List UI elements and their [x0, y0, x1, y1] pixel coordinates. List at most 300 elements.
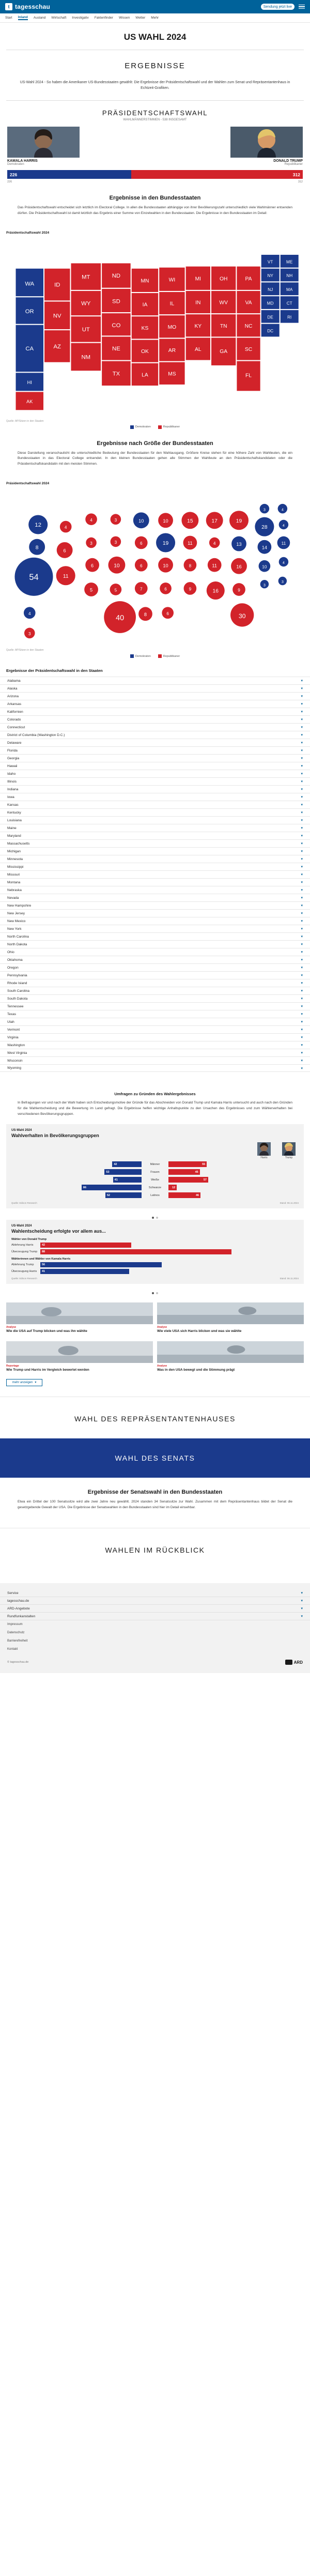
- senate-heading: WAHL DES SENATS: [115, 1453, 195, 1462]
- chevron-down-icon: ▾: [301, 935, 303, 939]
- brand[interactable]: [5, 3, 50, 10]
- accordion-item[interactable]: [0, 677, 310, 684]
- chevron-down-icon: ▾: [301, 958, 303, 962]
- chevron-down-icon: ▾: [301, 865, 303, 869]
- chevron-down-icon: ▾: [301, 718, 303, 722]
- footer-accordion-item[interactable]: [0, 1605, 310, 1613]
- accordion-item[interactable]: [0, 1033, 310, 1041]
- svg-text:MD: MD: [267, 301, 274, 306]
- nav-item-wirtschaft[interactable]: Wirtschaft: [51, 16, 67, 20]
- candidate-harris: [7, 127, 80, 166]
- accordion-item-label: New Hampshire: [7, 903, 32, 908]
- footer-item-label: Service: [7, 1591, 19, 1595]
- chevron-down-icon: ▾: [301, 904, 303, 908]
- footer-accordion-item[interactable]: [0, 1613, 310, 1620]
- accordion-item-label: New Mexico: [7, 919, 26, 923]
- us-map-choropleth[interactable]: [0, 237, 310, 418]
- map1-source: Quelle: AP/Sitzen in den Staaten: [6, 419, 44, 423]
- accordion-item[interactable]: [0, 777, 310, 785]
- svg-text:14: 14: [261, 544, 268, 550]
- accordion-item-label: Colorado: [7, 717, 21, 722]
- svg-text:11: 11: [281, 541, 286, 546]
- svg-text:30: 30: [238, 612, 246, 620]
- senate-states-text: Etwa ein Drittel der 100 Senatssitze wird alle zwei Jahre neu gewählt. 2024 standen 34 Senatssitze zur Wahl. Zusammen mit dem Repräsentantenhaus bildet der Senat die gesetzgebende Gewalt der USA. Die Ergebnisse der Senatswahlen in den Bundesstaaten sind hier im Detail einsehbar.: [18, 1499, 292, 1509]
- accordion-item[interactable]: [0, 1041, 310, 1049]
- svg-text:KS: KS: [141, 325, 149, 331]
- accordion-item-label: South Dakota: [7, 996, 28, 1001]
- svg-text:ND: ND: [112, 273, 121, 280]
- card2-source: Quelle: Edison Research: [11, 1277, 37, 1280]
- accordion-item[interactable]: [0, 824, 310, 832]
- accordion-item[interactable]: [0, 746, 310, 754]
- accordion-item[interactable]: [0, 1025, 310, 1033]
- accordion-item[interactable]: [0, 816, 310, 824]
- chevron-down-icon: ▾: [301, 989, 303, 993]
- accordion-item[interactable]: [0, 886, 310, 894]
- bar-harris: 42: [11, 1161, 142, 1167]
- svg-text:AL: AL: [195, 346, 202, 352]
- accordion-item-label: Oregon: [7, 965, 19, 970]
- size-results-title: Ergebnisse nach Größe der Bundesstaaten: [97, 440, 213, 447]
- accordion-item-label: Georgia: [7, 756, 20, 760]
- chevron-down-icon: ▾: [301, 788, 303, 792]
- chevron-down-icon: ▾: [301, 803, 303, 807]
- us-map-svg: [6, 237, 304, 418]
- legend-democrat: Demokraten: [130, 425, 151, 429]
- card2-kicker: US-Wahl 2024: [11, 1224, 32, 1228]
- accordion-item[interactable]: [0, 801, 310, 808]
- teaser-2-text: Wie viele USA sich Harris blicken und was sie wählte: [157, 1329, 242, 1333]
- accordion-item[interactable]: [0, 692, 310, 700]
- footer-link[interactable]: Datenschutz: [7, 1631, 25, 1635]
- chevron-down-icon: ▾: [301, 1059, 303, 1063]
- map2-source: Quelle: AP/Sitzen in den Staaten: [6, 649, 44, 652]
- svg-text:AK: AK: [26, 398, 33, 404]
- chevron-down-icon: ▾: [301, 733, 303, 738]
- show-more-label: mehr anzeigen: [12, 1381, 33, 1384]
- chevron-down-icon: ▾: [301, 1591, 303, 1596]
- svg-text:4: 4: [90, 517, 92, 523]
- svg-text:19: 19: [236, 518, 242, 524]
- accordion-item[interactable]: [0, 1049, 310, 1056]
- chevron-down-icon: ▾: [301, 749, 303, 753]
- accordion-item[interactable]: [0, 832, 310, 839]
- accordion-item-label: Massachusetts: [7, 841, 30, 846]
- carousel-dots-2[interactable]: [0, 1289, 310, 1295]
- svg-text:AZ: AZ: [53, 343, 61, 350]
- house-heading: WAHL DES REPRÄSENTANTENHAUSES: [74, 1414, 236, 1423]
- svg-text:8: 8: [35, 544, 39, 550]
- card1-date: Stand: 06.11.2024: [280, 1202, 299, 1205]
- svg-text:28: 28: [261, 524, 268, 530]
- nav-item-faktenfinder[interactable]: Faktenfinder: [94, 16, 113, 20]
- accordion-item[interactable]: [0, 870, 310, 878]
- teaser-3[interactable]: [6, 1341, 153, 1373]
- dot2-1[interactable]: [152, 1292, 154, 1294]
- footer-copyright: © tagesschau.de: [7, 1661, 29, 1664]
- top-bar-right: [261, 4, 305, 10]
- legend2-republican: Republikaner: [158, 654, 180, 658]
- accordion-item[interactable]: [0, 793, 310, 801]
- nav-item-start[interactable]: Start: [5, 16, 12, 20]
- accordion-item[interactable]: [0, 1064, 310, 1072]
- bar-fill: 41: [40, 1269, 129, 1274]
- accordion-item[interactable]: [0, 1056, 310, 1064]
- footer-link[interactable]: Impressum: [7, 1623, 23, 1627]
- svg-text:6: 6: [63, 548, 66, 554]
- chevron-down-icon: ▾: [301, 857, 303, 862]
- accordion-item[interactable]: [0, 770, 310, 777]
- chevron-down-icon: ▾: [301, 695, 303, 699]
- chevron-down-icon: ▾: [301, 997, 303, 1001]
- bar-trump: 12: [168, 1185, 299, 1190]
- teaser-4[interactable]: [157, 1341, 304, 1373]
- card2-title: Wahlentscheidung erfolgte vor allem aus...: [11, 1229, 106, 1234]
- results-heading: ERGEBNISSE: [125, 62, 185, 70]
- chevron-down-icon: ▾: [301, 1028, 303, 1032]
- svg-text:NE: NE: [112, 345, 120, 352]
- teaser-1-text: Wie die USA auf Trump blicken und was ihn wählte: [6, 1329, 87, 1333]
- dot-2[interactable]: [156, 1217, 158, 1219]
- group-label: Latinos: [150, 1193, 160, 1197]
- chevron-down-icon: ▾: [301, 757, 303, 761]
- svg-text:IN: IN: [195, 300, 201, 306]
- accordion-item-label: Alabama: [7, 679, 21, 683]
- svg-text:GA: GA: [220, 349, 228, 355]
- accordion-item-label: Arkansas: [7, 702, 22, 706]
- accordion-item[interactable]: [0, 762, 310, 770]
- house-band: [0, 1397, 310, 1438]
- svg-text:NH: NH: [286, 273, 293, 278]
- accordion-item[interactable]: [0, 855, 310, 863]
- svg-text:UT: UT: [82, 326, 90, 333]
- nav-item-investigativ[interactable]: Investigativ: [72, 16, 89, 20]
- chevron-down-icon: ▾: [301, 795, 303, 800]
- svg-text:MI: MI: [195, 276, 202, 282]
- accordion-item[interactable]: [0, 901, 310, 909]
- accordion-item-label: Rhode Island: [7, 981, 27, 985]
- teaser-1-tag: Analyse: [6, 1326, 17, 1329]
- svg-text:OR: OR: [25, 308, 34, 315]
- accordion-item-label: West Virginia: [7, 1051, 27, 1055]
- accordion-item[interactable]: [0, 963, 310, 971]
- accordion-item[interactable]: [0, 708, 310, 715]
- svg-text:9: 9: [238, 588, 240, 593]
- accordion-item[interactable]: [0, 894, 310, 901]
- accordion-item[interactable]: [0, 723, 310, 731]
- bar-label: Ablehnung Harris: [11, 1244, 34, 1247]
- tagesschau-logo-icon: t: [5, 3, 12, 10]
- footer-accordion-item[interactable]: [0, 1597, 310, 1605]
- svg-text:MS: MS: [168, 371, 176, 377]
- chevron-down-icon: ▾: [301, 702, 303, 707]
- survey-card-motives[interactable]: [6, 1220, 304, 1284]
- accordion-item[interactable]: [0, 808, 310, 816]
- dot2-2[interactable]: [156, 1292, 158, 1294]
- svg-text:40: 40: [116, 614, 125, 622]
- survey-bar-row: [11, 1262, 299, 1267]
- nav-item-inland[interactable]: Inland: [18, 16, 28, 19]
- svg-text:OH: OH: [219, 276, 228, 282]
- accordion-item[interactable]: [0, 917, 310, 925]
- accordion-item-label: Kansas: [7, 803, 19, 807]
- svg-text:3: 3: [281, 579, 284, 584]
- teaser-row-1: [0, 1295, 310, 1334]
- card1-headshots: [11, 1142, 299, 1159]
- candidate-name-trump: DONALD TRUMP: [273, 159, 303, 163]
- accordion-item[interactable]: [0, 700, 310, 708]
- chevron-down-icon: ▾: [301, 772, 303, 776]
- svg-text:AR: AR: [168, 348, 176, 354]
- accordion-item-label: Montana: [7, 880, 21, 884]
- accordion-item-label: North Dakota: [7, 942, 27, 946]
- bar-label: Überzeugung Harris: [11, 1270, 37, 1274]
- show-more-button[interactable]: [6, 1379, 42, 1386]
- accordion-item-label: Iowa: [7, 795, 14, 799]
- survey-bar-row: [11, 1269, 299, 1274]
- teaser-2[interactable]: [157, 1302, 304, 1334]
- chevron-down-icon: ▾: [301, 873, 303, 877]
- surveys-heading: Umfragen zu Gründen des Wahlergebnisses: [114, 1092, 196, 1097]
- svg-text:10: 10: [163, 518, 168, 524]
- chevron-down-icon: ▾: [301, 966, 303, 970]
- live-label: Sendung jetzt live: [263, 5, 292, 9]
- presidential-heading: PRÄSIDENTSCHAFTSWAHL: [102, 109, 208, 117]
- accordion-item-label: Oklahoma: [7, 958, 23, 962]
- accordion-item-label: Virginia: [7, 1035, 19, 1039]
- svg-text:NJ: NJ: [268, 287, 273, 292]
- svg-text:WV: WV: [219, 300, 228, 306]
- senate-band: [0, 1438, 310, 1478]
- card1-rows: [11, 1161, 299, 1199]
- top-bar: [0, 0, 310, 13]
- svg-text:4: 4: [281, 507, 284, 512]
- states-results-title: Ergebnisse in den Bundesstaaten: [109, 195, 201, 202]
- accordion-item-label: South Carolina: [7, 989, 29, 993]
- bar-fill: 88: [40, 1249, 231, 1254]
- svg-text:HI: HI: [27, 379, 32, 385]
- card2-sections: [11, 1238, 299, 1274]
- accordion-item[interactable]: [0, 785, 310, 793]
- card1-kicker: US-Wahl 2024: [11, 1129, 32, 1132]
- footer-item-label: ARD-Angebote: [7, 1606, 30, 1611]
- electoral-foot-left: 226: [7, 180, 12, 184]
- chevron-down-icon: ▾: [301, 1066, 303, 1070]
- electoral-bar-footer: [0, 179, 310, 183]
- accordion-item[interactable]: [0, 979, 310, 987]
- accordion-item-label: Hawaii: [7, 764, 18, 768]
- accordion-item-label: Minnesota: [7, 857, 23, 861]
- chevron-down-icon: ▾: [301, 741, 303, 745]
- svg-text:NC: NC: [244, 323, 253, 329]
- accordion-item-label: New York: [7, 927, 22, 931]
- accordion-item[interactable]: [0, 715, 310, 723]
- svg-text:11: 11: [63, 573, 69, 579]
- ard-label: ARD: [293, 1660, 303, 1665]
- dot-1[interactable]: [152, 1217, 154, 1219]
- svg-text:4: 4: [28, 611, 31, 616]
- svg-text:5: 5: [114, 588, 117, 593]
- accordion-item[interactable]: [0, 731, 310, 739]
- svg-text:6: 6: [91, 562, 94, 568]
- chevron-down-icon: ▾: [301, 726, 303, 730]
- accordion-title: Ergebnisse der Präsidentschaftswahl in den Staaten: [6, 668, 103, 673]
- accordion-item[interactable]: [0, 1018, 310, 1025]
- legend-republican: Republikaner: [158, 425, 180, 429]
- footer-link[interactable]: Barrierefreiheit: [7, 1639, 28, 1643]
- accordion-item-label: Ohio: [7, 950, 14, 954]
- svg-text:IL: IL: [169, 301, 175, 307]
- teaser-3-text: Wie Trump und Harris im Vergleich bewertet werden: [6, 1368, 89, 1372]
- hamburger-icon[interactable]: [299, 5, 305, 9]
- presidential-subheading: WAHLMÄNNERSTIMMEN - 538 INSGESAMT: [123, 118, 187, 122]
- chevron-down-icon: ▾: [301, 764, 303, 769]
- svg-text:CT: CT: [286, 301, 292, 306]
- accordion-item-label: Michigan: [7, 849, 21, 853]
- accordion-item-label: Arizona: [7, 694, 19, 698]
- chevron-down-icon: ▾: [301, 1599, 303, 1603]
- footer-accordion-item[interactable]: [0, 1589, 310, 1597]
- carousel-dots-1[interactable]: [0, 1214, 310, 1220]
- electoral-bar: [7, 170, 303, 179]
- headshot-name-trump: Trump: [285, 1156, 293, 1160]
- svg-text:3: 3: [114, 540, 117, 545]
- electoral-bar-democrat: 226: [7, 170, 131, 179]
- svg-text:4: 4: [64, 525, 67, 530]
- svg-text:7: 7: [140, 587, 143, 592]
- accordion-item[interactable]: [0, 863, 310, 870]
- accordion-item[interactable]: [0, 684, 310, 692]
- map1-legend: [0, 423, 310, 429]
- accordion-item[interactable]: [0, 847, 310, 855]
- svg-text:10: 10: [114, 562, 120, 569]
- svg-text:4: 4: [282, 560, 285, 565]
- footer-link[interactable]: Kontakt: [7, 1648, 18, 1651]
- svg-text:3: 3: [263, 507, 266, 512]
- accordion-item[interactable]: [0, 739, 310, 746]
- headshot-harris: [257, 1142, 271, 1159]
- accordion-item-label: Maryland: [7, 834, 21, 838]
- teaser-row-2: [0, 1334, 310, 1373]
- headshot-trump: [282, 1142, 296, 1159]
- svg-text:CA: CA: [25, 345, 34, 352]
- accordion-item[interactable]: [0, 987, 310, 994]
- teaser-image-4: [157, 1341, 304, 1363]
- map1-label: Präsidentschaftswahl 2024: [6, 231, 50, 235]
- chevron-down-icon: ▾: [301, 850, 303, 854]
- main-nav: [0, 13, 310, 23]
- nav-item-mehr[interactable]: Mehr: [151, 16, 159, 20]
- accordion-item[interactable]: [0, 971, 310, 979]
- candidate-trump: [230, 127, 303, 166]
- accordion-item[interactable]: [0, 948, 310, 956]
- chevron-down-icon: ▾: [35, 1381, 37, 1385]
- results-section-header: [0, 50, 310, 80]
- accordion-item[interactable]: [0, 940, 310, 948]
- svg-text:10: 10: [163, 562, 168, 568]
- svg-text:5: 5: [89, 587, 93, 593]
- brand-name: tagesschau: [15, 3, 51, 10]
- group-label: Männer: [150, 1162, 160, 1166]
- ard-logo[interactable]: [285, 1660, 303, 1665]
- svg-text:6: 6: [140, 563, 143, 568]
- chevron-down-icon: ▾: [301, 1607, 303, 1611]
- footer-accordion: [0, 1589, 310, 1620]
- portrait-harris-svg: [7, 127, 80, 158]
- accordion-item[interactable]: [0, 1010, 310, 1018]
- nav-item-wissen[interactable]: Wissen: [118, 16, 130, 20]
- svg-text:6: 6: [140, 541, 143, 546]
- nav-item-ausland[interactable]: Ausland: [33, 16, 46, 20]
- svg-text:DE: DE: [267, 315, 273, 320]
- accordion-item-label: Wyoming: [7, 1066, 22, 1070]
- accordion-item-label: Illinois: [7, 779, 17, 784]
- accordion-item[interactable]: [0, 994, 310, 1002]
- group-label: Weiße: [151, 1178, 159, 1182]
- live-pill[interactable]: [261, 4, 295, 10]
- accordion-item[interactable]: [0, 925, 310, 932]
- us-map-bubbles[interactable]: [0, 487, 310, 647]
- teaser-4-tag: Analyse: [157, 1364, 167, 1368]
- svg-text:VA: VA: [245, 300, 252, 306]
- accordion-item[interactable]: [0, 754, 310, 762]
- bar-fill: 42: [40, 1243, 131, 1248]
- chevron-down-icon: ▾: [301, 927, 303, 931]
- bar-harris: 41: [11, 1177, 142, 1183]
- bar-trump: 55: [168, 1161, 299, 1167]
- teaser-1[interactable]: [6, 1302, 153, 1334]
- portrait-trump-svg: [230, 127, 303, 158]
- survey-card-groups[interactable]: [6, 1124, 304, 1208]
- accordion-item[interactable]: [0, 956, 310, 963]
- chevron-down-icon: ▾: [301, 1020, 303, 1024]
- chevron-down-icon: ▾: [301, 919, 303, 924]
- chevron-down-icon: ▾: [301, 687, 303, 691]
- chevron-down-icon: ▾: [301, 896, 303, 900]
- bar-harris: 86: [11, 1185, 142, 1190]
- svg-text:NY: NY: [267, 273, 273, 278]
- svg-text:MA: MA: [286, 287, 293, 292]
- svg-text:4: 4: [282, 523, 285, 528]
- chevron-down-icon: ▾: [301, 1013, 303, 1017]
- accordion-item[interactable]: [0, 878, 310, 886]
- accordion-item-label: Nevada: [7, 896, 19, 900]
- accordion-item[interactable]: [0, 909, 310, 917]
- svg-text:ID: ID: [54, 282, 60, 288]
- accordion-item-label: Texas: [7, 1012, 16, 1016]
- chevron-down-icon: ▾: [301, 826, 303, 831]
- nav-item-wetter[interactable]: Wetter: [135, 16, 146, 20]
- accordion-item-label: District of Columbia (Washington D.C.): [7, 733, 65, 737]
- chevron-down-icon: ▾: [301, 982, 303, 986]
- svg-text:RI: RI: [287, 315, 292, 320]
- group-label: Frauen: [150, 1170, 160, 1174]
- accordion-item[interactable]: [0, 839, 310, 847]
- accordion-item[interactable]: [0, 1002, 310, 1010]
- accordion-item-label: Delaware: [7, 741, 22, 745]
- candidate-row: [0, 127, 310, 166]
- survey-group-row: [11, 1184, 299, 1191]
- svg-text:6: 6: [164, 587, 167, 592]
- chevron-down-icon: ▾: [301, 881, 303, 885]
- map2-legend: [0, 652, 310, 658]
- accordion-item-label: Missouri: [7, 872, 20, 877]
- bar-fill: 56: [40, 1262, 162, 1267]
- svg-text:DC: DC: [267, 328, 274, 333]
- accordion-item[interactable]: [0, 932, 310, 940]
- svg-text:OK: OK: [141, 349, 149, 355]
- svg-text:SC: SC: [244, 346, 253, 352]
